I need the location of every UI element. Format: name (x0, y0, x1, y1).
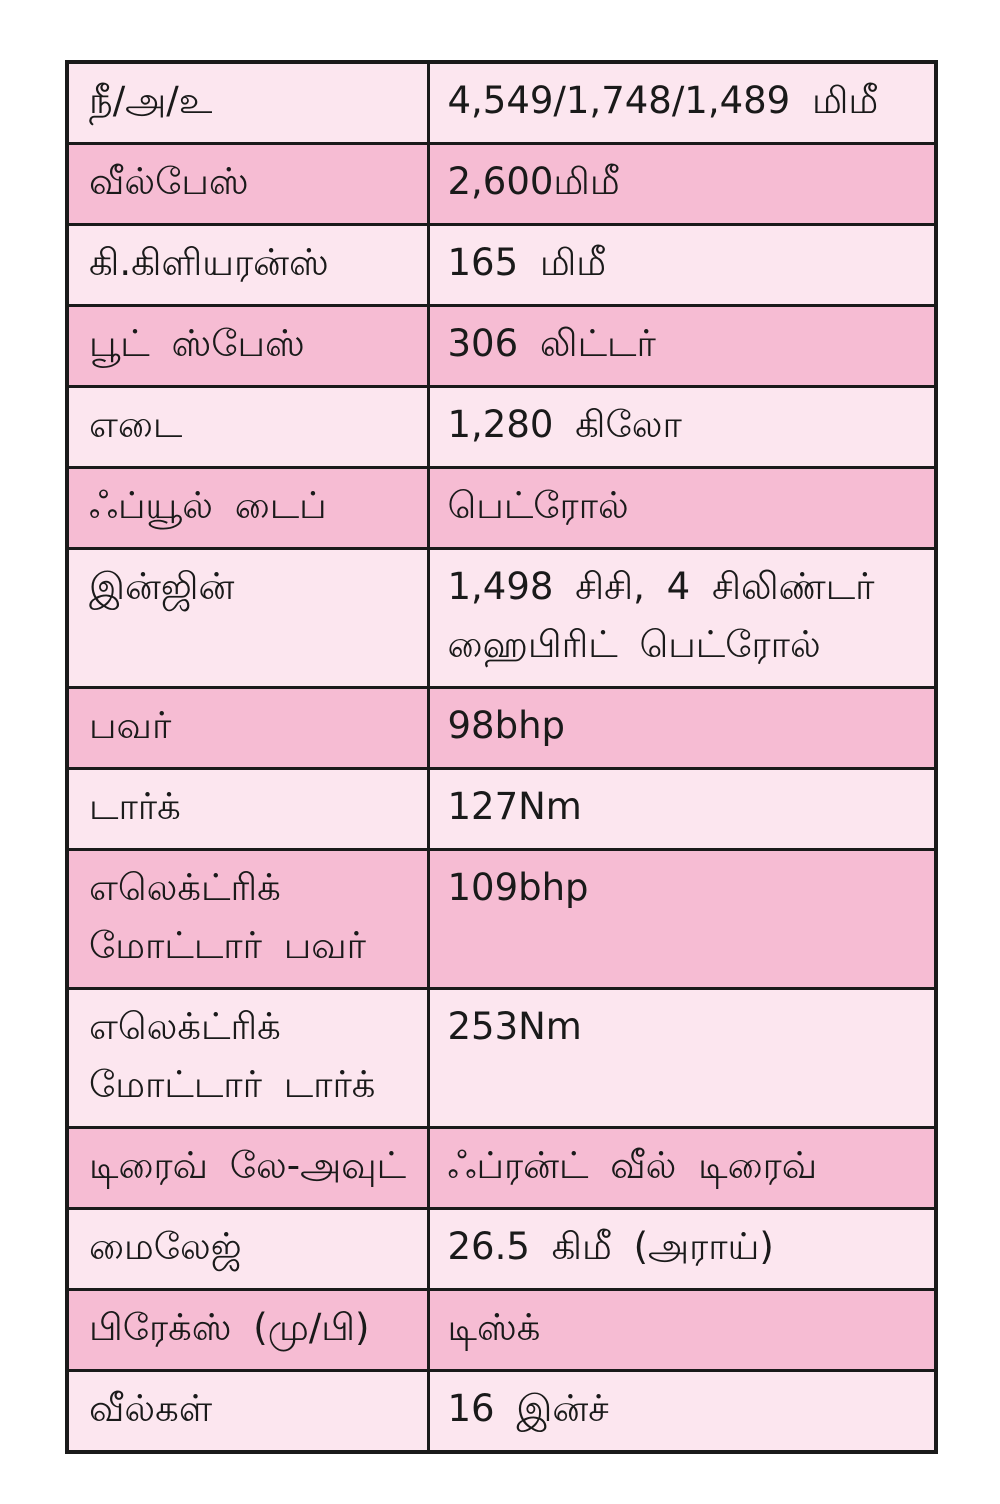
spec-value: 98bhp (428, 688, 936, 769)
spec-label: பிரேக்ஸ் (மு/பி) (67, 1290, 428, 1371)
spec-label: வீல்பேஸ் (67, 144, 428, 225)
spec-row-wheelbase (67, 144, 936, 225)
spec-value: பெட்ரோல் (428, 468, 936, 549)
spec-row-torque (67, 769, 936, 850)
spec-label: நீ/அ/உ (67, 62, 428, 144)
spec-value: 4,549/1,748/1,489 மிமீ (428, 62, 936, 144)
specifications-table (65, 60, 938, 1454)
spec-row-drive-layout (67, 1128, 936, 1209)
spec-value: 26.5 கிமீ (அராய்) (428, 1209, 936, 1290)
spec-row-engine (67, 549, 936, 688)
spec-row-electric-motor-torque (67, 989, 936, 1128)
spec-label: பூட் ஸ்பேஸ் (67, 306, 428, 387)
spec-label: எலெக்ட்ரிக் மோட்டார் பவர் (67, 850, 428, 989)
spec-value: 109bhp (428, 850, 936, 989)
spec-label: டிரைவ் லே-அவுட் (67, 1128, 428, 1209)
spec-label: எடை (67, 387, 428, 468)
spec-value: 306 லிட்டர் (428, 306, 936, 387)
spec-row-power (67, 688, 936, 769)
spec-row-weight (67, 387, 936, 468)
spec-row-wheels (67, 1371, 936, 1453)
spec-row-dimensions (67, 62, 936, 144)
spec-value: ஃப்ரன்ட் வீல் டிரைவ் (428, 1128, 936, 1209)
spec-value: 16 இன்ச் (428, 1371, 936, 1453)
spec-row-boot-space (67, 306, 936, 387)
spec-label: கி.கிளியரன்ஸ் (67, 225, 428, 306)
spec-label: எலெக்ட்ரிக் மோட்டார் டார்க் (67, 989, 428, 1128)
spec-label: மைலேஜ் (67, 1209, 428, 1290)
spec-value: 127Nm (428, 769, 936, 850)
spec-value: 253Nm (428, 989, 936, 1128)
spec-value: 2,600மிமீ (428, 144, 936, 225)
spec-row-electric-motor-power (67, 850, 936, 989)
spec-value: 1,498 சிசி, 4 சிலிண்டர் ஹைபிரிட் பெட்ரோல் (428, 549, 936, 688)
spec-label: வீல்கள் (67, 1371, 428, 1453)
spec-label: ஃப்யூல் டைப் (67, 468, 428, 549)
spec-value: டிஸ்க் (428, 1290, 936, 1371)
spec-value: 165 மிமீ (428, 225, 936, 306)
spec-row-ground-clearance (67, 225, 936, 306)
spec-label: டார்க் (67, 769, 428, 850)
spec-label: இன்ஜின் (67, 549, 428, 688)
spec-value: 1,280 கிலோ (428, 387, 936, 468)
spec-row-fuel-type (67, 468, 936, 549)
spec-row-brakes (67, 1290, 936, 1371)
spec-row-mileage (67, 1209, 936, 1290)
spec-label: பவர் (67, 688, 428, 769)
